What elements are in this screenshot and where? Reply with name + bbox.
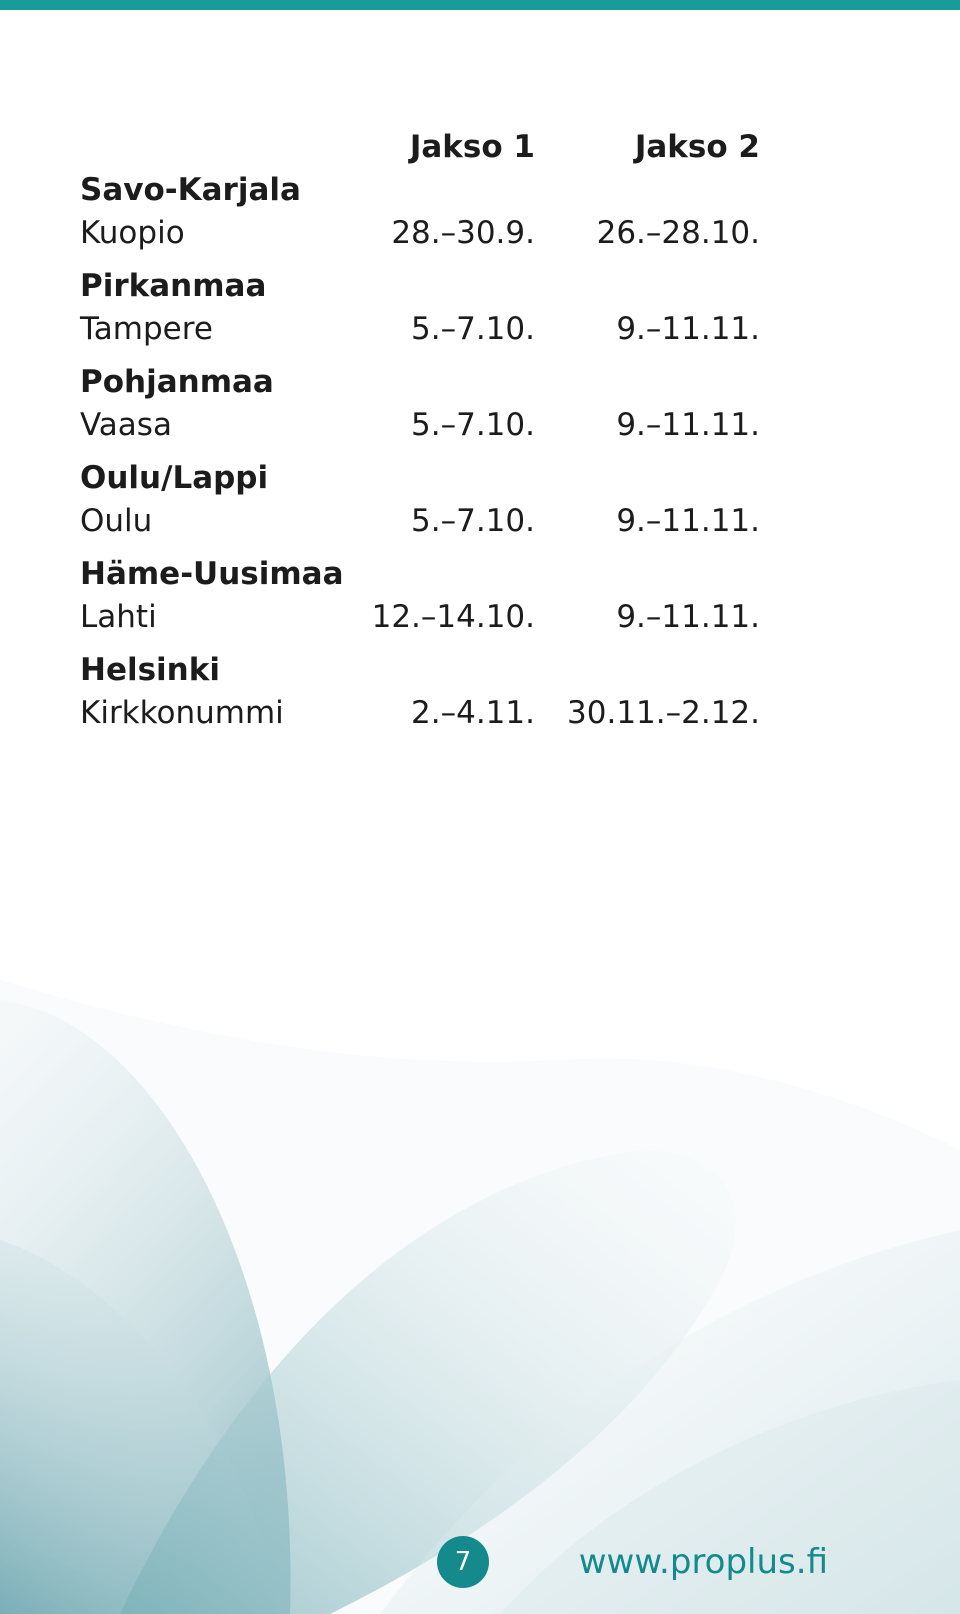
region-row (80, 265, 760, 308)
training-schedule-table (80, 126, 760, 735)
jakso2-dates: 26.–28.10. (596, 215, 760, 251)
city-name: Vaasa (80, 407, 172, 443)
jakso2-dates: 30.11.–2.12. (567, 695, 760, 731)
column-header-jakso1: Jakso 1 (409, 129, 535, 165)
city-name: Oulu (80, 503, 153, 539)
region-row (80, 553, 760, 596)
city-name: Lahti (80, 599, 157, 635)
website-link[interactable]: www.proplus.fi (578, 1542, 828, 1582)
swoosh-top-faint (0, 980, 960, 1614)
top-accent-bar (0, 0, 960, 10)
region-name: Pirkanmaa (80, 268, 267, 304)
region-row (80, 361, 760, 404)
region-name: Helsinki (80, 652, 220, 688)
jakso1-dates: 5.–7.10. (411, 503, 535, 539)
region-name: Oulu/Lappi (80, 460, 269, 496)
jakso1-dates: 12.–14.10. (371, 599, 535, 635)
jakso1-dates: 2.–4.11. (411, 695, 535, 731)
jakso2-dates: 9.–11.11. (616, 599, 760, 635)
jakso2-dates: 9.–11.11. (616, 311, 760, 347)
region-row (80, 169, 760, 212)
city-row (80, 596, 760, 639)
jakso2-dates: 9.–11.11. (616, 407, 760, 443)
background-swoosh-art (0, 980, 960, 1614)
city-name: Tampere (80, 311, 213, 347)
city-row (80, 212, 760, 255)
table-header-row (80, 126, 760, 169)
jakso1-dates: 5.–7.10. (411, 407, 535, 443)
city-row (80, 500, 760, 543)
city-name: Kuopio (80, 215, 185, 251)
region-name: Savo-Karjala (80, 172, 301, 208)
jakso1-dates: 28.–30.9. (391, 215, 535, 251)
region-name: Pohjanmaa (80, 364, 274, 400)
region-row (80, 457, 760, 500)
city-row (80, 308, 760, 351)
page-number-badge: 7 (437, 1536, 489, 1588)
city-name: Kirkkonummi (80, 695, 284, 731)
jakso2-dates: 9.–11.11. (616, 503, 760, 539)
city-row (80, 692, 760, 735)
city-row (80, 404, 760, 447)
jakso1-dates: 5.–7.10. (411, 311, 535, 347)
region-name: Häme-Uusimaa (80, 556, 344, 592)
region-row (80, 649, 760, 692)
column-header-jakso2: Jakso 2 (634, 129, 760, 165)
